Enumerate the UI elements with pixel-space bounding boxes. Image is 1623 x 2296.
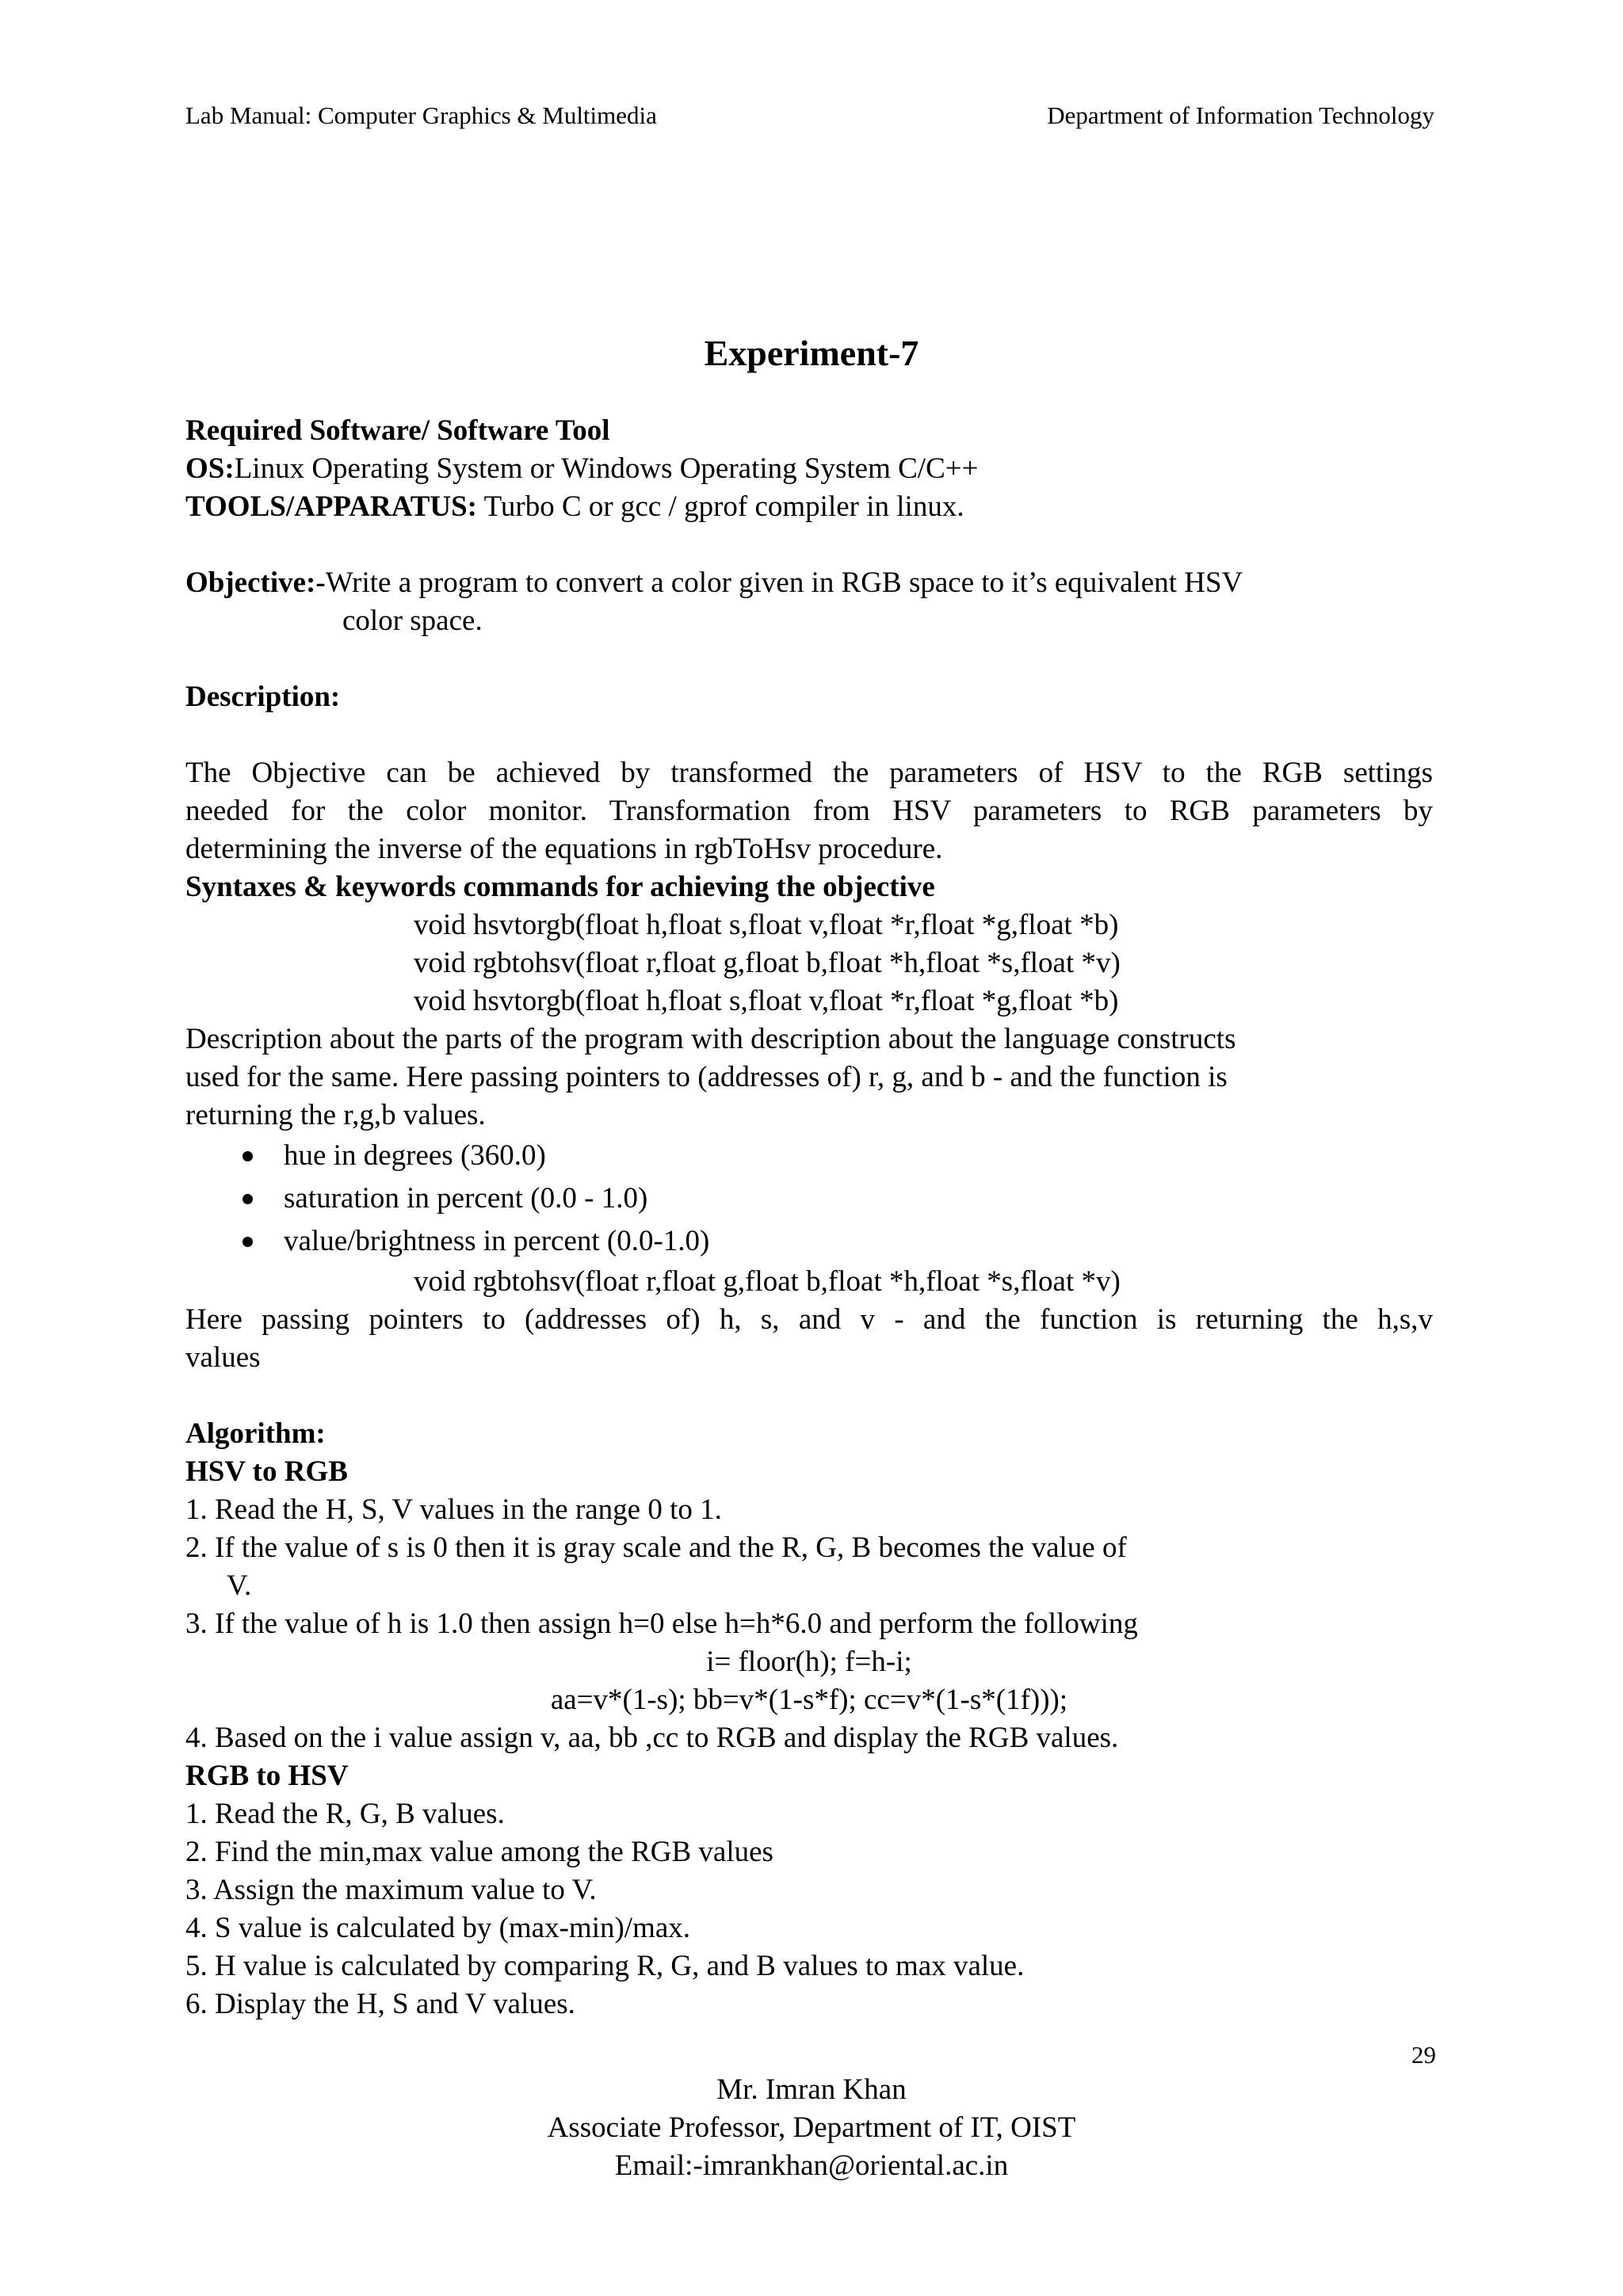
hsv-step-3-code-2: aa=v*(1-s); bb=v*(1-s*f); cc=v*(1-s*(1f))); — [550, 1684, 1068, 1716]
objective-label: Objective:- — [185, 566, 326, 599]
footer-name: Mr. Imran Khan — [716, 2073, 907, 2106]
description-para2-line2: used for the same. Here passing pointers to (addresses of) r, g, and b - and the function is — [185, 1061, 1228, 1093]
objective-line-2: color space. — [342, 605, 483, 637]
bullet-text-saturation: saturation in percent (0.0 - 1.0) — [284, 1182, 648, 1215]
syntax-line-4: void rgbtohsv(float r,float g,float b,float *h,float *s,float *v) — [414, 1265, 1121, 1298]
description-para2-line1: Description about the parts of the program with description about the language constructs — [185, 1023, 1236, 1055]
os-line — [185, 450, 1433, 488]
hsv-step-4: 4. Based on the i value assign v, aa, bb ,cc to RGB and display the RGB values. — [185, 1722, 1119, 1754]
description-para3-line1: Here passing pointers to (addresses of) h, s, and v - and the function is returning the h,s,v — [185, 1303, 1433, 1336]
bullet-icon — [242, 1237, 253, 1247]
list-item — [185, 1177, 1433, 1220]
hsv-step-3-code-1: i= floor(h); f=h-i; — [706, 1646, 912, 1678]
bullet-icon — [242, 1194, 253, 1204]
algorithm-heading: Algorithm: — [185, 1417, 326, 1450]
hsv-step-3: 3. If the value of h is 1.0 then assign h=0 else h=h*6.0 and perform the following — [185, 1608, 1138, 1640]
rgb-step-1: 1. Read the R, G, B values. — [185, 1798, 505, 1830]
description-heading: Description: — [185, 681, 341, 713]
description-para3-line2: values — [185, 1341, 261, 1374]
hsv-step-1: 1. Read the H, S, V values in the range 0 to 1. — [185, 1493, 722, 1526]
os-label: OS: — [185, 452, 235, 485]
objective-text-1: Write a program to convert a color given in RGB space to it’s equivalent HSV — [325, 566, 1243, 599]
syntax-line-1: void hsvtorgb(float h,float s,float v,float *r,float *g,float *b) — [414, 909, 1119, 941]
tools-label: TOOLS/APPARATUS: — [185, 490, 477, 523]
rgb-step-4: 4. S value is calculated by (max-min)/max. — [185, 1912, 691, 1944]
header-right: Department of Information Technology — [1047, 101, 1434, 129]
description-para1-line1: The Objective can be achieved by transformed the parameters of HSV to the RGB settings — [185, 757, 1433, 789]
page-number: 29 — [1411, 2041, 1436, 2069]
footer — [0, 2071, 1623, 2185]
syntax-heading: Syntaxes & keywords commands for achieving the objective — [185, 871, 935, 903]
bullet-text-value: value/brightness in percent (0.0-1.0) — [284, 1225, 710, 1257]
header-left: Lab Manual: Computer Graphics & Multimedia — [185, 101, 657, 129]
syntax-line-2: void rgbtohsv(float r,float g,float b,float *h,float *s,float *v) — [414, 947, 1121, 979]
syntax-line-3: void hsvtorgb(float h,float s,float v,float *r,float *g,float *b) — [414, 985, 1119, 1017]
list-item — [185, 1135, 1433, 1177]
range-bullet-list — [185, 1135, 1433, 1263]
objective-line-1 — [185, 564, 1433, 602]
hsv-to-rgb-heading: HSV to RGB — [185, 1455, 348, 1488]
hsv-step-2: 2. If the value of s is 0 then it is gray scale and the R, G, B becomes the value of — [185, 1531, 1127, 1564]
footer-position: Associate Professor, Department of IT, OIST — [547, 2111, 1076, 2144]
rgb-to-hsv-heading: RGB to HSV — [185, 1760, 349, 1792]
os-value: Linux Operating System or Windows Operating System C/C++ — [234, 452, 979, 485]
tools-value: Turbo C or gcc / gprof compiler in linux. — [477, 490, 964, 523]
hsv-step-2-cont: V. — [227, 1569, 252, 1602]
page-title: Experiment-7 — [704, 333, 919, 373]
description-para1-line2: needed for the color monitor. Transformation from HSV parameters to RGB parameters by — [185, 795, 1433, 827]
bullet-icon — [242, 1151, 253, 1161]
software-heading: Required Software/ Software Tool — [185, 414, 610, 447]
rgb-step-6: 6. Display the H, S and V values. — [185, 1988, 575, 2020]
bullet-text-hue: hue in degrees (360.0) — [284, 1139, 546, 1172]
description-para1-line3: determining the inverse of the equations in rgbToHsv procedure. — [185, 833, 943, 865]
tools-line — [185, 488, 1433, 526]
main-content — [185, 412, 1433, 2023]
rgb-step-2: 2. Find the min,max value among the RGB values — [185, 1836, 773, 1868]
rgb-step-3: 3. Assign the maximum value to V. — [185, 1874, 597, 1906]
footer-email: Email:-imrankhan@oriental.ac.in — [614, 2149, 1009, 2182]
description-para2-line3: returning the r,g,b values. — [185, 1099, 486, 1131]
list-item — [185, 1220, 1433, 1263]
rgb-step-5: 5. H value is calculated by comparing R, G, and B values to max value. — [185, 1950, 1025, 1982]
